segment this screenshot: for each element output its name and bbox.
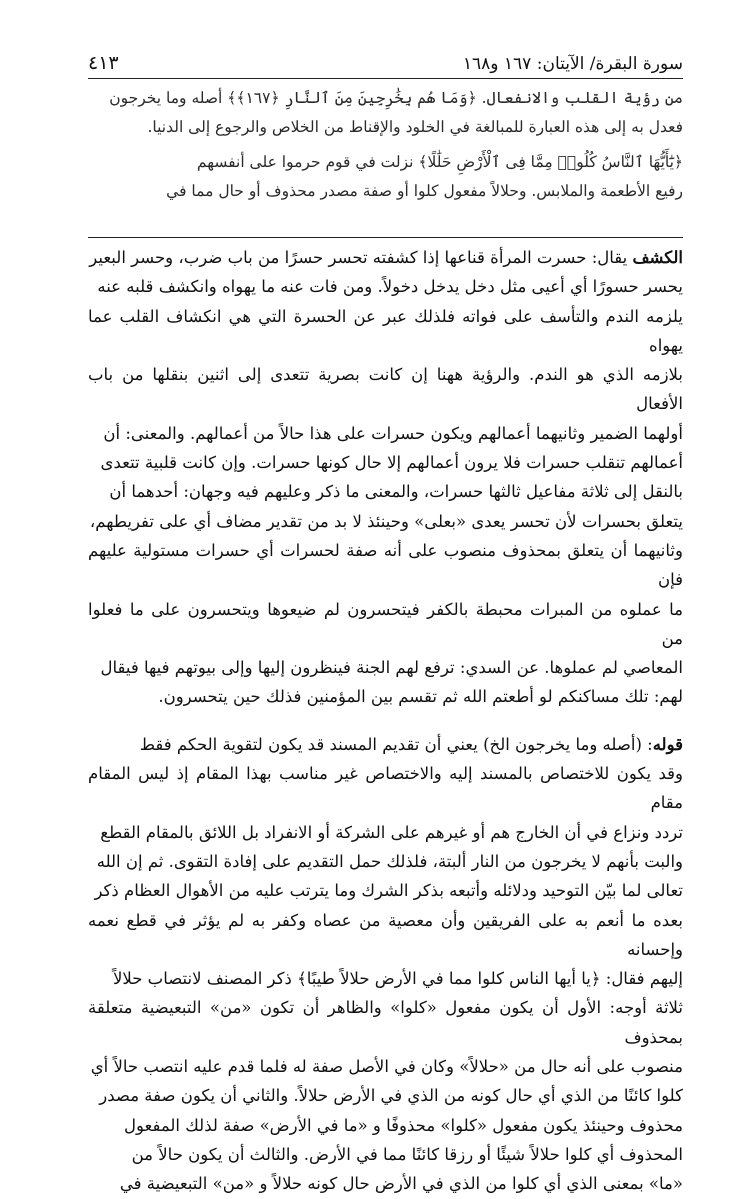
tafsir-line: فعدل به إلى هذه العبارة للمبالغة في الخلود والإقناط من الخلاص والرجوع إلى الدنيا.: [147, 118, 683, 136]
commentary-line: لهم: تلك مساكنكم لو أطعتم الله ثم تقسم بين المؤمنين فذلك حين يتحسرون.: [158, 687, 683, 707]
commentary-line: كلوا كائنًا من الذي أي حال كونه من الذي في الأرض حلالاً. والثاني أن يكون صفة مصدر: [99, 1086, 683, 1106]
commentary-line: أعمالهم تنقلب حسرات فلا يرون أعمالهم إلا حال كونها حسرات. وإن كانت قلبية تتعدى: [100, 453, 683, 473]
tafsir-text-block: [88, 84, 683, 206]
tafsir-line: من رؤية القلب والانفعال. ﴿وَمَا هُم بِخَٰرِجِينَ مِنَ ٱلنَّارِ ﴿١٦٧﴾﴾ أصله وما يخرجون: [109, 89, 683, 107]
commentary-line: «ما» بمعنى الذي أي كلوا من الذي في الأرض حال كونه حلالاً و «من» التبعيضية في: [119, 1174, 683, 1194]
commentary-line: وثانيهما أن يتعلق بمحذوف منصوب على أنه صفة لحسرات أي حسرات مستولية عليهم فإن: [88, 540, 683, 590]
commentary-line: [88, 730, 683, 759]
commentary-line: بالنقل إلى ثلاثة مفاعيل ثالثها حسرات، والمعنى ما ذكر وعليهم فيه وجهان: أحدهما أن: [109, 482, 683, 502]
commentary-line: ثلاثة أوجه: الأول أن يكون مفعول «كلوا» والظاهر أن تكون «من» التبعيضية متعلقة بمحذوف: [88, 998, 683, 1047]
commentary-line: تردد ونزاع في أن الخارج هم أو غيرهم على الشركة أو الانفراد بل اللائق بالمقام القطع: [100, 822, 683, 842]
commentary-line: المحذوف أي كلوا حلالاً شيئًا أو رزقا كائنًا مما في الأرض. والثالث أن يكون حالاً من: [131, 1144, 683, 1164]
commentary-line: والبت بأنهم لا يخرجون من النار ألبتة، فلذلك حمل التقديم على إفادة التقوى. ثم إن الله: [96, 851, 683, 871]
commentary-block: [88, 243, 683, 1199]
commentary-line: وقد يكون للاختصاص بالمسند إليه والاختصاص غير مناسب بهذا المقام إذ ليس المقام مقام: [88, 764, 683, 813]
commentary-line: تعالى لما بيّن التوحيد ودلائله وأتبعه بذكر الشرك وما يترتب عليه من الأهوال العظام ذكر: [94, 881, 683, 901]
paragraph-lead-word: الكشف: [632, 248, 683, 267]
commentary-line: منصوب على أنه حال من «حلالاً» وكان في الأصل صفة له فلما قدم عليه انتصب حالاً أي: [90, 1057, 683, 1077]
commentary-line: يحسر حسورًا أي أعيى مثل دخل يدخل دخولاً. ومن فات عنه ما يهواه وانكشف قلبه عنه: [97, 277, 683, 297]
section-divider: [88, 237, 683, 238]
commentary-line: المعاصي لم عملوها. عن السدي: ترفع لهم الجنة فينظرون إليها وإلى بيوتهم فيها فيقال: [100, 658, 683, 678]
running-header: [88, 40, 683, 79]
commentary-line: يتعلق بحسرات لأن تحسر يعدى «بعلى» وحينئذ لا بد من تقدير مضاف أي على تفريطهم،: [89, 511, 683, 531]
commentary-line: يلزمه الندم والتأسف على فواته فلذلك عبر عن الحسرة التي هي انكشاف القلب عما يهواه: [88, 306, 683, 355]
commentary-line: إليهم فقال: ﴿يا أيها الناس كلوا مما في الأرض حلالاً طيبًا﴾ ذكر المصنف لانتصاب حلالاً: [112, 969, 683, 989]
commentary-line-text: يقال: حسرت المرأة قناعها إذا كشفته تحسر حسرًا من باب ضرب، وحسر البعير: [89, 248, 628, 267]
commentary-line: محذوف وحينئذ يكون مفعول «كلوا» محذوفًا و «ما في الأرض» صفة لذلك المفعول: [124, 1115, 683, 1135]
tafsir-line: رفيع الأطعمة والملابس. وحلالاً مفعول كلوا أو صفة مصدر محذوف أو حال مما في: [166, 182, 683, 200]
commentary-line: أولهما الضمير وثانيهما أعمالهم ويكون حسرات على هذا حالاً من أعمالهم. والمعنى: أن: [103, 423, 683, 443]
tafsir-line: ﴿يَٰٓأَيُّهَا ٱلنَّاسُ كُلُوا۟ مِمَّا فِى ٱلْأَرْضِ حَلَٰلًا﴾ نزلت في قوم حرموا على أنفسهم: [196, 153, 683, 171]
header-title: سورة البقرة/ الآيتان: ١٦٧ و١٦٨: [462, 54, 683, 74]
commentary-line: بعده ما أنعم به على الفريقين وأن معصية من عصاه وكفر به لم يؤثر في قطع نعمه وإحسانه: [88, 910, 683, 959]
commentary-line-text: : (أصله وما يخرجون الخ) يعني أن تقديم المسند قد يكون لتقوية الحكم فقط: [139, 734, 653, 754]
paragraph-lead-word: قوله: [652, 734, 683, 754]
commentary-line: [88, 243, 683, 272]
page-number: ٤١٣: [88, 52, 119, 74]
commentary-line: ما عملوه من المبرات محبطة بالكفر فيتحسرون لم ضيعوها ويتحسرون على ما فعلوا من: [88, 599, 683, 648]
commentary-line: بلازمه الذي هو الندم. والرؤية ههنا إن كانت بصرية تتعدى إلى اثنين بنقلها من باب الأفعال: [88, 365, 683, 414]
